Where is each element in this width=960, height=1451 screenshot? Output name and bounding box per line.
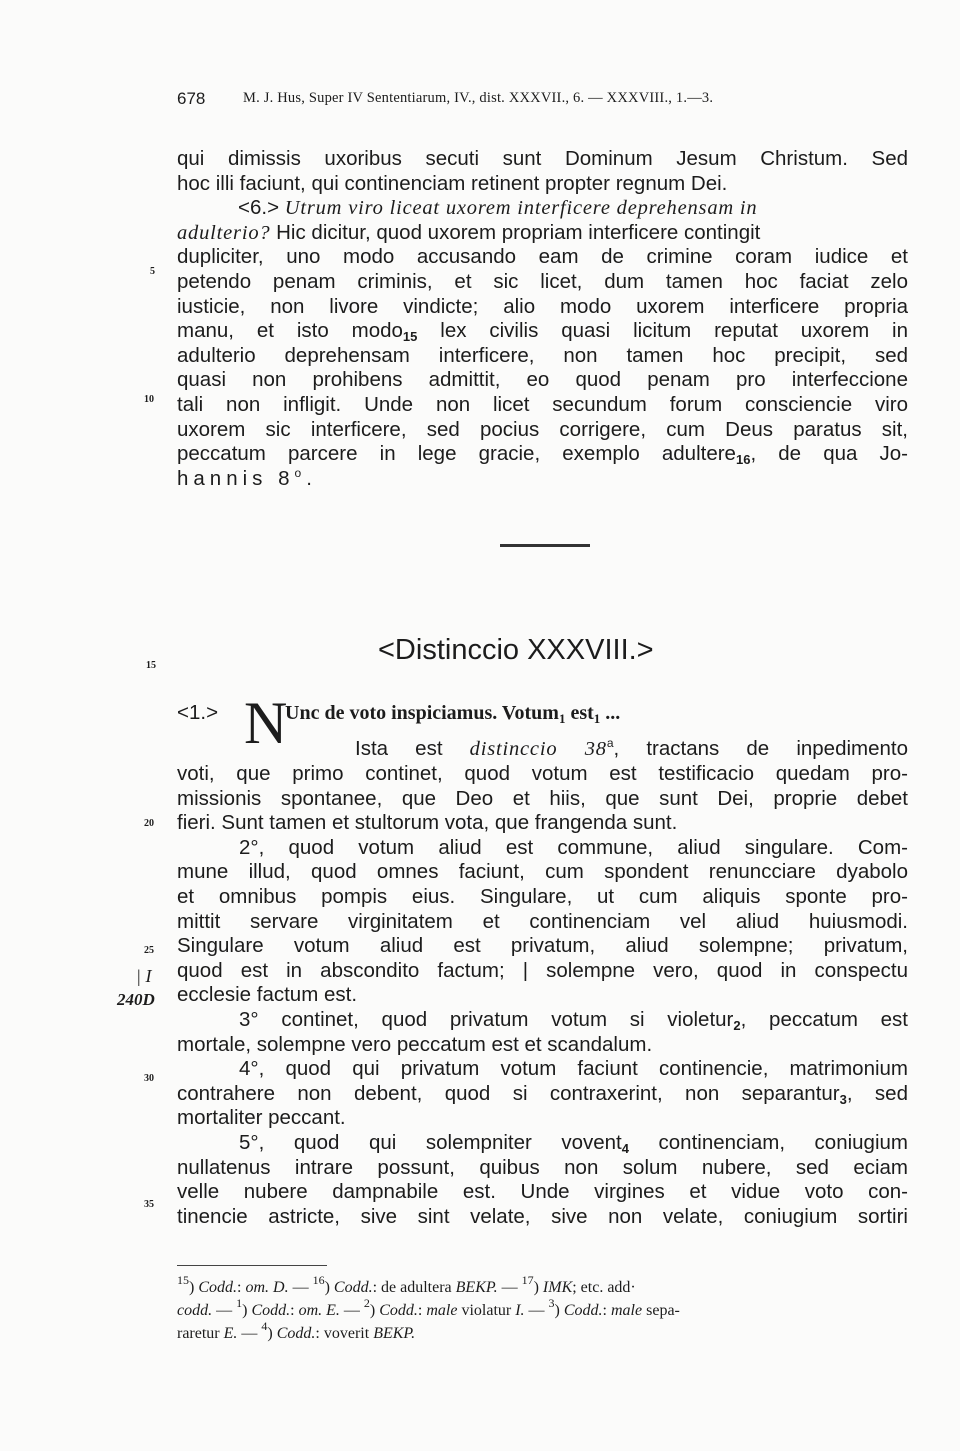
text-line: voti, que primo continet, quod votum est testificacio quedam pro- [177,762,908,785]
apparatus-ref: 16 [735,452,751,468]
question-title: Utrum viro liceat uxorem interficere deprehensam in [284,197,758,220]
text-line: nullatenus intrare possunt, quibus non solum nubere, sed eciam [177,1155,908,1179]
text-line: mortale, solempne vero peccatum est et scandalum. [177,1032,653,1056]
footnote-line: $^{15}$) Codd.: om. D. — $^{16}$) Codd.: de adultera BEKP. — $^{17}$) IMK; etc. add· [177,1273,636,1296]
text-line: uxorem sic interficere, sed pocius corrigere, cum Deus paratus sit, [177,417,908,441]
apparatus-ref: 15 [402,329,418,345]
line-number: 15 [146,660,156,671]
text-line: 5°, quod qui solempniter vovent$_4$ continenciam, coniugium [239,1130,908,1156]
folio-marker: | I [136,966,152,986]
footnote-line: raretur E. — $^4$) Codd.: voverit BEKP. [177,1319,416,1342]
line-number: 25 [144,945,154,956]
text-line: tali non infligit. Unde non licet secundum forum consciencie viro [177,392,908,416]
folio-reference: 240D [117,990,155,1009]
text-line: Singulare votum aliud est privatum, aliud solempne; privatum, [177,934,908,958]
section-marker: <6.> [238,196,280,220]
section-divider [500,544,590,547]
text-line: adulterio? Hic dicitur, quod uxorem propriam interficere contingit [177,220,761,244]
text-line: mortaliter peccant. [177,1106,346,1130]
text-line: quasi non prohibens admittit, eo quod penam pro interfeccione [177,368,908,392]
text-line: hoc illi faciunt, qui continenciam retinent propter regnum Dei. [177,171,728,195]
footnote-rule [177,1265,327,1266]
text-line: et omnibus pompis eius. Singulare, ut cum aliquis sponte pro- [177,884,908,908]
text-line: quod est in abscondito factum; | solempne vero, quod in conspectu [177,958,908,982]
text-line: 4°, quod qui privatum votum faciunt continencie, matrimonium [239,1057,908,1081]
text-line: ecclesie factum est. [177,983,358,1007]
question-title-end: adulterio? [177,221,271,244]
line-number: 20 [144,818,154,829]
text-line: contrahere non debent, quod si contraxerint, non separantur$_3$, sed [177,1081,908,1107]
text-line: mittit servare virginitatem et continenciam vel aliud huiusmodi. [177,909,908,933]
footnotes [177,1273,908,1345]
distinction-38-text [177,762,908,1229]
line-number: 30 [144,1073,154,1084]
chapter-37-text [177,147,908,491]
text-line: tinencie astricte, sive sint velate, sive non velate, coniugium sortiri [177,1204,908,1228]
line-number: 10 [144,394,154,405]
footnote-line: codd. — $^1$) Codd.: om. E. — $^2$) Codd.: male violatur I. — $^3$) Codd.: male sepa- [177,1296,680,1319]
question-line [177,196,908,221]
text-line: missionis spontanee, que Deo et hiis, que sunt Dei, proprie debet [177,786,908,810]
section-marker: <1.> [177,701,219,724]
ista-line: Ista est distinccio 38$^a$, tractans de inpedimento [355,736,909,760]
drop-cap: N [244,690,288,756]
lemma-line: Unc de voto inspiciamus. Votum$_1$ est$_1$ ... [285,702,621,726]
text-line: hannis 8$^o$. [177,465,317,490]
distinction-heading: <Distinccio XXXVIII.> [378,634,654,666]
text-line: peccatum parcere in lege gracie, exemplo adultere$_{16}$, de qua Jo- [177,442,909,468]
text-line: velle nubere dampnabile est. Unde virgines et vidue voto con- [177,1180,908,1204]
line-number: 5 [150,266,155,277]
running-title: M. J. Hus, Super IV Sententiarum, IV., dist. XXXVII., 6. — XXXVIII., 1.—3. [243,90,714,106]
text-line: fieri. Sunt tamen et stultorum vota, que frangenda sunt. [177,811,678,835]
text-line: 2°, quod votum aliud est commune, aliud singulare. Com- [239,835,908,859]
text-line: petendo penam criminis, et sic licet, dum tamen hoc faciat zelo [177,269,908,293]
text-line: adulterio deprehensam interficere, non tamen hoc precipit, sed [177,343,908,367]
text-line: qui dimissis uxoribus secuti sunt Dominum Jesum Christum. Sed [177,147,908,170]
text-line: mune illud, quod omnes faciunt, cum spondent renuncciare dyabolo [177,860,908,884]
line-number: 35 [144,1199,154,1210]
text-line: dupliciter, uno modo accusando eam de crimine coram iudice et [177,245,908,269]
text-line: 3° continet, quod privatum votum si violetur$_2$, peccatum est [239,1007,908,1033]
text-line: iusticie, non livore vindicte; alio modo uxorem interficere propria [177,294,908,318]
page-number: 678 [177,89,206,108]
text-line: manu, et isto modo$_{15}$ lex civilis quasi licitum reputat uxorem in [177,319,908,345]
